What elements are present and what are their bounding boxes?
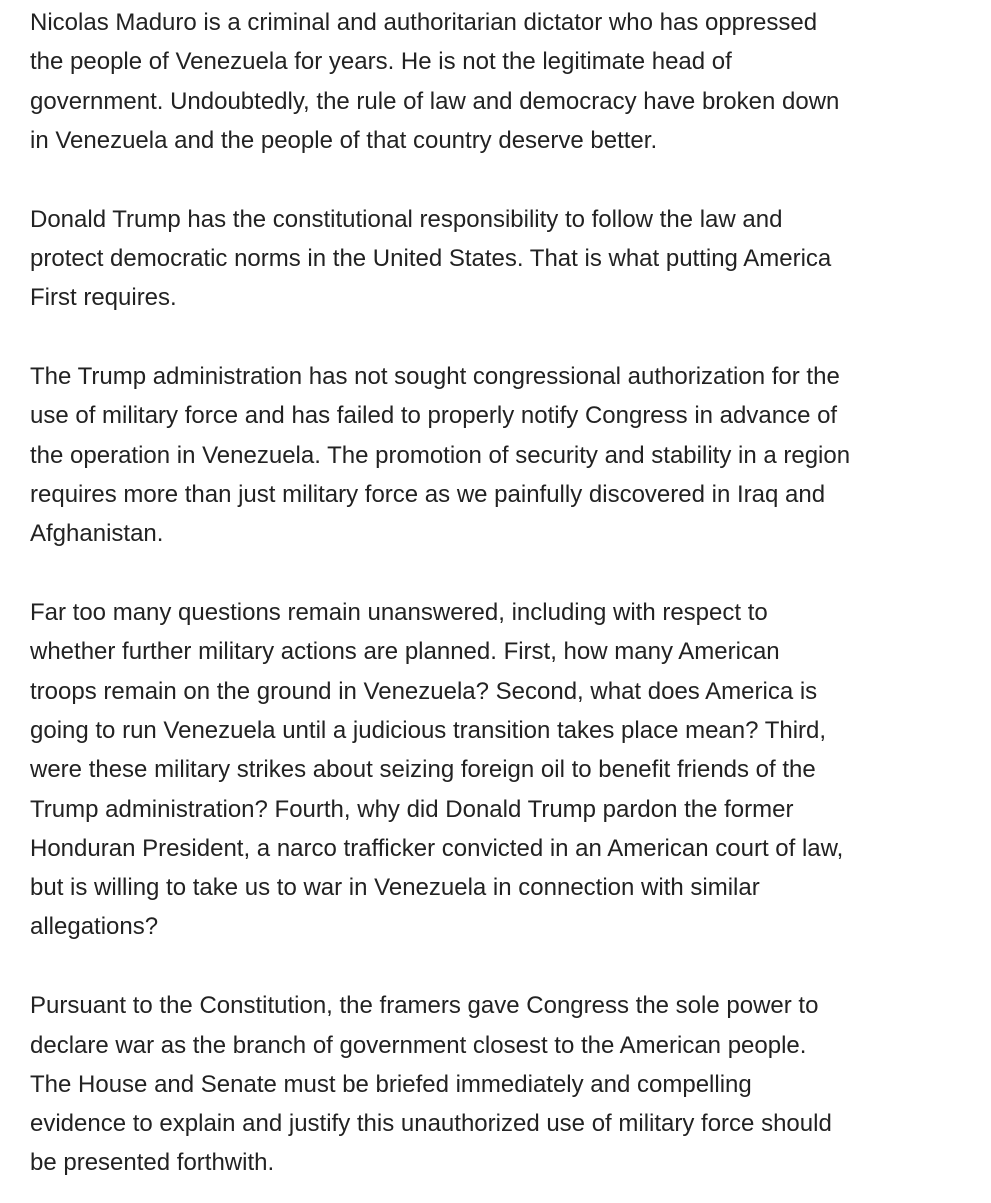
text-line: Far too many questions remain unanswered, including with respect to [30,599,768,627]
paragraph-maduro [30,3,961,160]
text-line: be presented forthwith. [30,1149,275,1177]
text-line: but is willing to take us to war in Venezuela in connection with similar [30,874,760,902]
text-line: requires more than just military force as we painfully discovered in Iraq and [30,480,826,508]
text-line: Pursuant to the Constitution, the framers gave Congress the sole power to [30,992,819,1020]
statement-body [0,3,991,1183]
paragraph-trump-responsibility [30,200,961,318]
text-line: Donald Trump has the constitutional responsibility to follow the law and [30,205,783,233]
text-line: allegations? [30,913,159,941]
paragraph-constitution [30,986,961,1182]
text-line: evidence to explain and justify this unauthorized use of military force should [30,1110,832,1138]
text-line: Trump administration? Fourth, why did Donald Trump pardon the former [30,795,794,823]
text-line: The House and Senate must be briefed immediately and compelling [30,1070,752,1098]
paragraph-authorization [30,357,961,553]
text-line: Nicolas Maduro is a criminal and authoritarian dictator who has oppressed [30,9,818,36]
text-line: protect democratic norms in the United States. That is what putting America [30,244,832,272]
text-line: Afghanistan. [30,520,164,548]
text-line: the operation in Venezuela. The promotion of security and stability in a region [30,441,851,469]
text-line: use of military force and has failed to properly notify Congress in advance of [30,402,838,430]
text-line: troops remain on the ground in Venezuela? Second, what does America is [30,677,818,705]
paragraph-questions [30,593,961,947]
text-line: The Trump administration has not sought congressional authorization for the [30,363,840,391]
text-line: going to run Venezuela until a judicious transition takes place mean? Third, [30,716,827,744]
text-line: whether further military actions are planned. First, how many American [30,638,780,666]
text-line: government. Undoubtedly, the rule of law and democracy have broken down [30,87,840,115]
text-line: First requires. [30,284,177,312]
text-line: Honduran President, a narco trafficker convicted in an American court of law, [30,834,844,862]
text-line: the people of Venezuela for years. He is not the legitimate head of [30,48,732,76]
text-line: in Venezuela and the people of that country deserve better. [30,126,658,154]
text-line: were these military strikes about seizing foreign oil to benefit friends of the [30,756,816,784]
text-line: declare war as the branch of government closest to the American people. [30,1031,807,1059]
